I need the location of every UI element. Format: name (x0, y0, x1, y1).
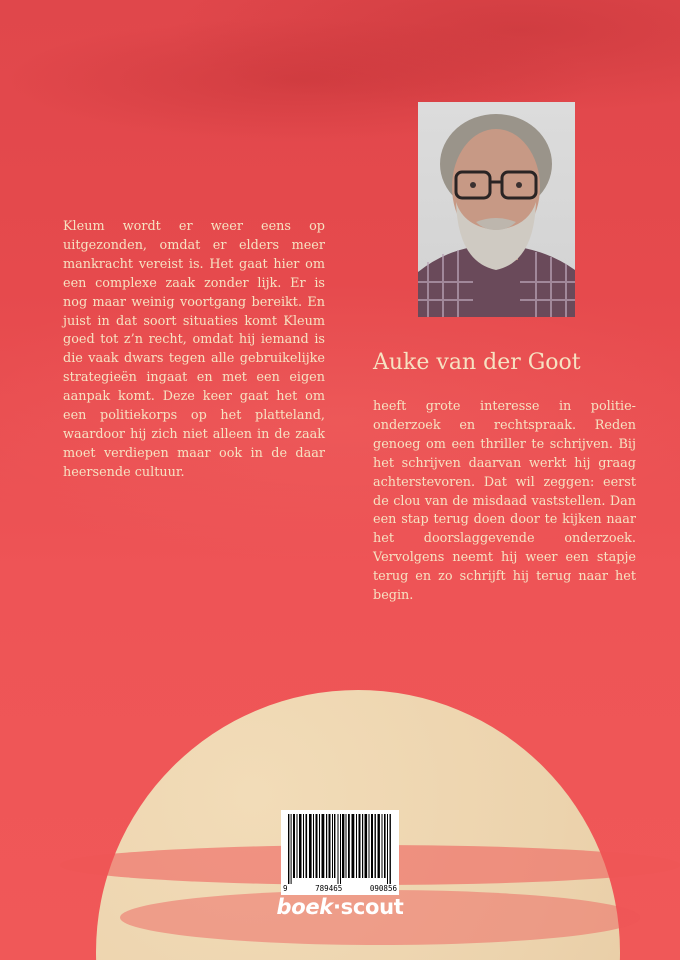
author-name: Auke van der Goot (373, 350, 581, 375)
publisher-logo (0, 895, 680, 919)
barcode-bars (281, 812, 399, 884)
publisher-logo-part-boek: boek (276, 895, 333, 919)
author-bio: heeft grote interesse in politie-onderzoek en rechtspraak. Reden genoeg om een thriller te schrijven. Bij het schrijven daarvan werkt hij graag achterstevoren. Dat wil zeggen: eerst de clou van de misdaad vaststellen. Dan een stap terug doen door te kijken naar het doorslaggevende onderzoek. Vervolgens neemt hij weer een stapje terug en zo schrijft hij terug naar het begin. (373, 399, 636, 604)
barcode-digit-group-right: 090856 (369, 884, 397, 893)
book-blurb: Kleum wordt er weer eens op uitgezonden, omdat er elders meer mankracht vereist is. Het gaat hier om een complexe zaak zonder lijk. Er is nog maar weinig voortgang bereikt. En juist in dat soort situaties komt Kleum goed tot z’n recht, omdat hij iemand is die vaak dwars tegen alle gebruikelijke strategieën ingaat en met een eigen aanpak komt. Deze keer gaat het om een politiekorps op het platteland, waardoor hij zich niet alleen in de zaak moet verdiepen maar ook in de daar heersende cultuur. (63, 219, 325, 480)
isbn-barcode (281, 810, 399, 895)
publisher-logo-separator: · (332, 895, 341, 919)
publisher-logo-part-scout: scout (340, 895, 404, 919)
barcode-digit-prefix: 9 (283, 884, 288, 893)
barcode-digits (283, 883, 397, 893)
author-portrait-image (418, 102, 575, 317)
barcode-digit-group-left: 789465 (315, 884, 343, 893)
author-photo (418, 102, 575, 317)
